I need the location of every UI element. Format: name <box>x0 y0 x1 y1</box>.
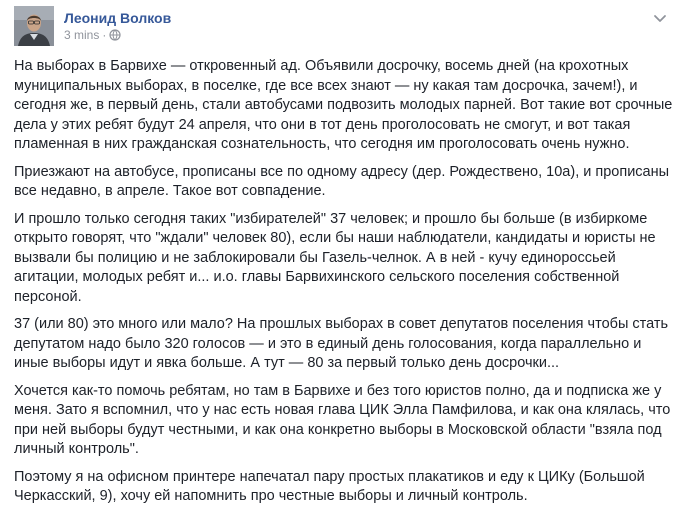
post-meta <box>64 28 121 44</box>
meta-separator: · <box>102 28 107 42</box>
post-timestamp[interactable]: 3 mins <box>64 28 100 42</box>
post-text <box>14 57 674 515</box>
chevron-down-icon[interactable] <box>652 10 668 26</box>
post-paragraph: И прошло только сегодня таких "избирателей" 37 человек; и прошло бы больше (в избиркоме открыто говорят, что "ждали" человек 80), если бы наши наблюдатели, кандидаты и юристы не вызвали бы полицию и не заблокировали бы Газель-челнок. А в ней - кучу единороссьей агитации, молодых ребят и... и.о. главы Барвихинского сельского поселения собственной персоной. <box>14 210 656 305</box>
post-paragraph: Поэтому я на офисном принтере напечатал пару простых плакатиков и еду к ЦИКу (Большой Черкасский, 9), хочу ей напомнить про честные выборы и личный контроль. <box>14 468 645 504</box>
post-paragraph: Хочется как-то помочь ребятам, но там в Барвихе и без того юристов полно, да и подписка же у меня. Зато я вспомнил, что у нас есть новая глава ЦИК Элла Памфилова, и как она клялась, что при ней выборы будут честными, и как она конкретно выборы в Московской области "взяла под личный контроль". <box>14 382 671 457</box>
globe-icon[interactable] <box>109 29 121 44</box>
avatar[interactable] <box>14 6 54 46</box>
post-paragraph: 37 (или 80) это много или мало? На прошлых выборах в совет депутатов поселения чтобы стать депутатом надо было 320 голосов — и это в единый день голосования, когда параллельно и иные выборы идут и явка больше. А тут — 80 за первый только день досрочки... <box>14 316 669 371</box>
post-header <box>14 6 674 48</box>
avatar-photo-icon <box>14 6 54 46</box>
author-name[interactable]: Леонид Волков <box>64 10 172 26</box>
post-paragraph: На выборах в Барвихе — откровенный ад. Объявили досрочку, восемь дней (на крохотных муниципальных выборах, в поселке, где все всех знают — ну какая там досрочка, зачем!), и сегодня же, в первый день, стали автобусами подвозить молодых парней. Вот такие вот срочные дела у этих ребят будут 24 апреля, что они в тот день проголосовать не смогут, и вот такая пламенная в них гражданская сознательность, что сегодня им проголосовать очень нужно. <box>14 58 673 152</box>
post-paragraph: Приезжают на автобусе, прописаны все по одному адресу (дер. Рождествено, 10а), и прописаны все недавно, в апреле. Такое вот совпадение. <box>14 163 670 199</box>
